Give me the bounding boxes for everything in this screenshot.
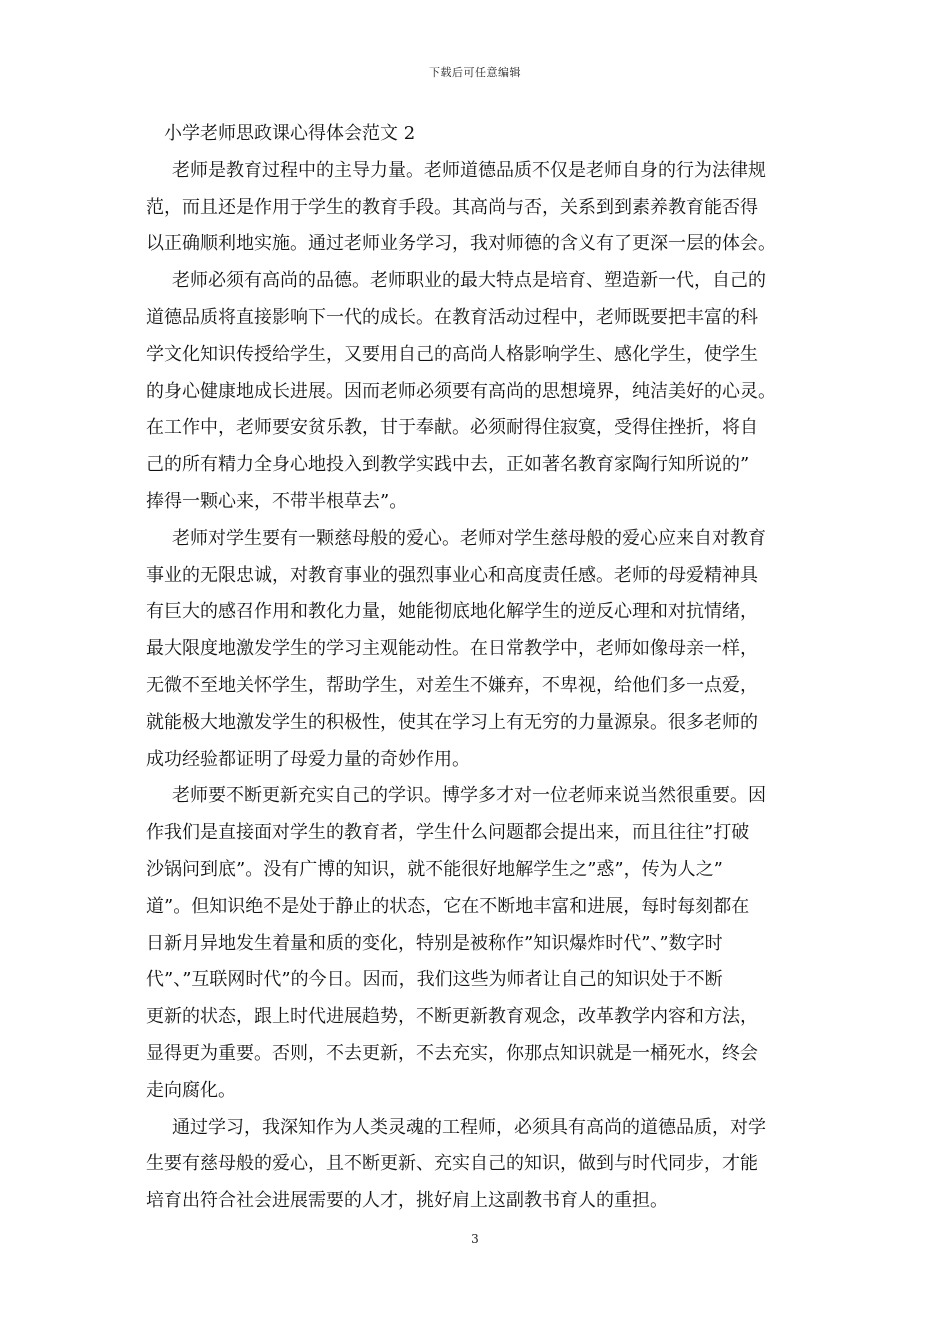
- paragraph-line: 的身心健康地成长进展。因而老师必须要有高尚的思想境界，纯洁美好的心灵。: [146, 380, 776, 402]
- paragraph-line: 成功经验都证明了母爱力量的奇妙作用。: [146, 748, 470, 770]
- paragraph-line: 事业的无限忠诚，对教育事业的强烈事业心和高度责任感。老师的母爱精神具: [146, 564, 758, 586]
- paragraph-line: 显得更为重要。否则，不去更新，不去充实，你那点知识就是一桶死水，终会: [146, 1042, 758, 1064]
- paragraph-line: 在工作中，老师要安贫乐教，甘于奉献。必须耐得住寂寞，受得住挫折，将自: [146, 417, 758, 439]
- paragraph-line: 道德品质将直接影响下一代的成长。在教育活动过程中，老师既要把丰富的科: [146, 306, 758, 328]
- paragraph-line: 更新的状态，跟上时代进展趋势，不断更新教育观念，改革教学内容和方法，: [146, 1006, 758, 1028]
- paragraph-line: 日新月异地发生着量和质的变化，特别是被称作”知识爆炸时代”、”数字时: [146, 932, 723, 954]
- paragraph: [146, 521, 818, 779]
- paragraph-line: 培育出符合社会进展需要的人才，挑好肩上这副教书育人的重担。: [146, 1190, 668, 1212]
- paragraph-line: 沙锅问到底”。没有广博的知识，就不能很好地解学生之”惑”，传为人之”: [146, 858, 723, 880]
- paragraph-line: 老师对学生要有一颗慈母般的爱心。老师对学生慈母般的爱心应来自对教育: [172, 527, 766, 549]
- paragraph: [146, 1110, 818, 1220]
- paragraph-line: 无微不至地关怀学生，帮助学生，对差生不嫌弃，不卑视，给他们多一点爱，: [146, 674, 758, 696]
- paragraph-line: 己的所有精力全身心地投入到教学实践中去，正如著名教育家陶行知所说的”: [146, 454, 750, 476]
- paragraph-line: 代”、”互联网时代”的今日。因而，我们这些为师者让自己的知识处于不断: [146, 969, 723, 991]
- page-number: 3: [471, 1232, 479, 1246]
- paragraph-line: 作我们是直接面对学生的教育者，学生什么问题都会提出来，而且往往”打破: [146, 822, 750, 844]
- document-title: 小学老师思政课心得体会范文 2: [164, 123, 416, 144]
- paragraph-list: [146, 153, 818, 1220]
- paragraph-line: 以正确顺利地实施。通过老师业务学习，我对师德的含义有了更深一层的体会。: [146, 233, 776, 255]
- paragraph-line: 生要有慈母般的爱心，且不断更新、充实自己的知识，做到与时代同步，才能: [146, 1153, 758, 1175]
- paragraph-line: 老师必须有高尚的品德。老师职业的最大特点是培育、塑造新一代，自己的: [172, 270, 766, 292]
- document-body: [146, 116, 818, 1220]
- paragraph-line: 通过学习，我深知作为人类灵魂的工程师，必须具有高尚的道德品质，对学: [172, 1116, 766, 1138]
- paragraph: [146, 778, 818, 1109]
- paragraph-line: 学文化知识传授给学生，又要用自己的高尚人格影响学生、感化学生，使学生: [146, 343, 758, 365]
- paragraph-line: 捧得一颗心来，不带半根草去”。: [146, 490, 408, 512]
- paragraph-line: 最大限度地激发学生的学习主观能动性。在日常教学中，老师如像母亲一样，: [146, 638, 758, 660]
- paragraph-line: 老师要不断更新充实自己的学识。博学多才对一位老师来说当然很重要。因: [172, 785, 766, 807]
- paragraph-line: 范，而且还是作用于学生的教育手段。其高尚与否，关系到到素养教育能否得: [146, 196, 758, 218]
- paragraph-line: 有巨大的感召作用和教化力量，她能彻底地化解学生的逆反心理和对抗情绪，: [146, 601, 758, 623]
- paragraph: [146, 263, 818, 521]
- header-note: 下载后可任意编辑: [429, 66, 521, 79]
- paragraph-line: 道”。但知识绝不是处于静止的状态，它在不断地丰富和进展，每时每刻都在: [146, 895, 750, 917]
- paragraph-line: 老师是教育过程中的主导力量。老师道德品质不仅是老师自身的行为法律规: [172, 159, 766, 181]
- paragraph-line: 走向腐化。: [146, 1079, 236, 1101]
- paragraph-line: 就能极大地激发学生的积极性，使其在学习上有无穷的力量源泉。很多老师的: [146, 711, 758, 733]
- paragraph: [146, 153, 818, 263]
